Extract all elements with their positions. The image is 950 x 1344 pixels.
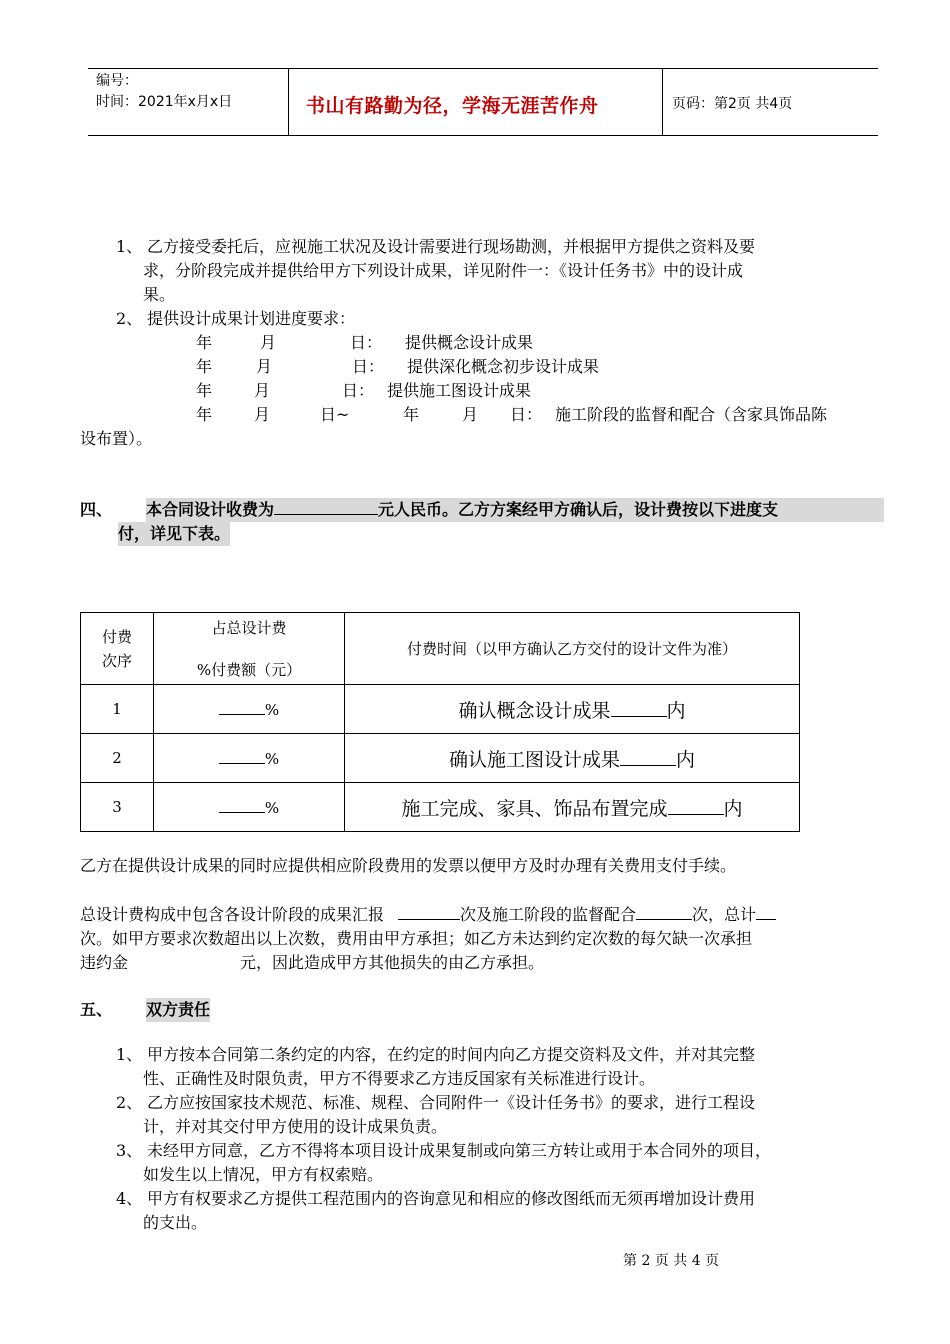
schedule-month: 月 (256, 357, 273, 376)
table-header-seq-line2: 次序 (101, 651, 132, 670)
list-item-number: 4、 (116, 1189, 143, 1208)
table-header-time: 付费时间（以甲方确认乙方交付的设计文件为准） (345, 613, 800, 685)
table-cell-pct (154, 685, 345, 734)
list-item-text: 的支出。 (143, 1213, 208, 1232)
total-fee-text-a: 总设计费构成中包含各设计阶段的成果汇报 (80, 905, 385, 924)
schedule-desc-continued: 设布置）。 (80, 429, 153, 448)
list-item-text: 性、正确性及时限负责，甲方不得要求乙方违反国家有关标准进行设计。 (143, 1069, 656, 1088)
total-fee-line2: 次。如甲方要求次数超出以上次数，费用由甲方承担；如乙方未达到约定次数的每欠缺一次承担 (80, 929, 753, 948)
schedule-year-end: 年 (403, 405, 420, 424)
list-item-text: 提供设计成果计划进度要求： (147, 309, 356, 328)
list-item-number: 2、 (116, 1093, 143, 1112)
table-cell-pct (154, 783, 345, 832)
list-item-text: 乙方应按国家技术规范、标准、规程、合同附件一《设计任务书》的要求，进行工程设 (147, 1093, 756, 1112)
header-divider-left (288, 68, 289, 136)
schedule-day: 日： (342, 381, 375, 400)
total-fee-text-f: 元，因此造成甲方其他损失的由乙方承担。 (240, 953, 545, 972)
list-item-text: 甲方有权要求乙方提供工程范围内的咨询意见和相应的修改图纸而无须再增加设计费用 (147, 1189, 756, 1208)
schedule-day: 日： (350, 333, 383, 352)
pct-blank (219, 798, 265, 813)
time-suffix: 内 (676, 748, 696, 771)
schedule-day: 日~ (320, 405, 350, 424)
schedule-day-end: 日： (510, 405, 543, 424)
table-row (81, 734, 800, 783)
schedule-year: 年 (196, 333, 213, 352)
table-cell-pct (154, 734, 345, 783)
section-five-title: 双方责任 (146, 998, 210, 1022)
list-item-number: 1、 (116, 1045, 143, 1064)
table-cell-seq: 1 (81, 685, 154, 734)
table-header-row (81, 613, 800, 685)
page-footer: 第 2 页 共 4 页 (623, 1253, 720, 1269)
table-cell-time (345, 685, 800, 734)
list-item-number: 1、 (116, 237, 143, 256)
total-fee-text-e: 违约金 (80, 953, 129, 972)
time-suffix: 内 (666, 699, 686, 722)
table-header-pct-line1: 占总设计费 (211, 618, 287, 637)
table-cell-time (345, 783, 800, 832)
pct-blank (219, 749, 265, 764)
list-item-number: 3、 (116, 1141, 143, 1160)
section-four-number: 四、 (80, 500, 113, 519)
schedule-month: 月 (260, 333, 277, 352)
time-text: 确认施工图设计成果 (448, 748, 620, 771)
schedule-year: 年 (196, 357, 213, 376)
table-row (81, 783, 800, 832)
table-cell-seq: 2 (81, 734, 154, 783)
table-header-seq-line1: 付费 (101, 627, 132, 646)
time-blank (620, 747, 676, 766)
pct-sign: % (264, 700, 280, 719)
total-fee-text-c: 次，总计 (692, 905, 757, 924)
total-fee-line1 (80, 903, 776, 927)
section-four-line1 (146, 498, 884, 522)
total-count-blank (756, 903, 776, 920)
table-header-pct (154, 613, 345, 685)
time-blank (611, 698, 667, 717)
list-item-text: 乙方接受委托后，应视施工状况及设计需要进行现场勘测，并根据甲方提供之资料及要 (147, 237, 756, 256)
total-fee-text-b: 次及施工阶段的监督配合 (460, 905, 637, 924)
pct-blank (219, 700, 265, 715)
total-fee-line3 (80, 951, 544, 975)
header-time: 时间：2021年x月x日 (96, 94, 233, 110)
time-text: 施工完成、家具、饰品布置完成 (401, 797, 668, 820)
section-four-text-b: 元人民币。乙方方案经甲方确认后，设计费按以下进度支 (378, 500, 779, 519)
list-item-text: 果。 (143, 285, 176, 304)
schedule-desc: 提供施工图设计成果 (387, 381, 532, 400)
table-header-pct-line2: %付费额（元） (196, 660, 302, 679)
list-item-text: 甲方按本合同第二条约定的内容，在约定的时间内向乙方提交资料及文件，并对其完整 (147, 1045, 756, 1064)
header-divider-right (662, 68, 663, 136)
section-four-text-c: 付，详见下表。 (118, 522, 230, 546)
schedule-month: 月 (254, 405, 271, 424)
list-item-text: 求，分阶段完成并提供给甲方下列设计成果，详见附件一：《设计任务书》中的设计成 (143, 261, 744, 280)
header-bottom-rule (88, 135, 878, 136)
list-item-text: 未经甲方同意，乙方不得将本项目设计成果复制或向第三方转让或用于本合同外的项目， (147, 1141, 772, 1160)
schedule-desc: 施工阶段的监督和配合（含家具饰品陈 (555, 405, 828, 424)
pct-sign: % (264, 749, 280, 768)
table-row (81, 685, 800, 734)
list-item-text: 计，并对其交付甲方使用的设计成果负责。 (143, 1117, 448, 1136)
schedule-month-end: 月 (462, 405, 479, 424)
list-item-number: 2、 (116, 309, 143, 328)
table-cell-time (345, 734, 800, 783)
header-motto: 书山有路勤为径，学海无涯苦作舟 (306, 95, 599, 117)
payment-table (80, 612, 800, 832)
time-blank (668, 796, 724, 815)
header-page: 页码：第2页 共4页 (672, 96, 793, 112)
pct-sign: % (264, 798, 280, 817)
schedule-day: 日： (352, 357, 385, 376)
invoice-paragraph: 乙方在提供设计成果的同时应提供相应阶段费用的发票以便甲方及时办理有关费用支付手续。 (80, 856, 737, 875)
report-count-blank (398, 903, 460, 920)
table-header-seq (81, 613, 154, 685)
header-number: 编号： (96, 73, 138, 89)
schedule-desc: 提供深化概念初步设计成果 (407, 357, 600, 376)
table-cell-seq: 3 (81, 783, 154, 832)
section-four-text-a: 本合同设计收费为 (146, 500, 275, 519)
supervision-count-blank (636, 903, 692, 920)
schedule-month: 月 (254, 381, 271, 400)
schedule-desc: 提供概念设计成果 (405, 333, 534, 352)
time-suffix: 内 (723, 797, 743, 820)
time-text: 确认概念设计成果 (458, 699, 611, 722)
header-top-rule (88, 68, 878, 69)
section-five-number: 五、 (80, 1000, 113, 1019)
list-item-text: 如发生以上情况，甲方有权索赔。 (143, 1165, 384, 1184)
schedule-year: 年 (196, 381, 213, 400)
fee-amount-blank (274, 498, 378, 515)
schedule-year: 年 (196, 405, 213, 424)
